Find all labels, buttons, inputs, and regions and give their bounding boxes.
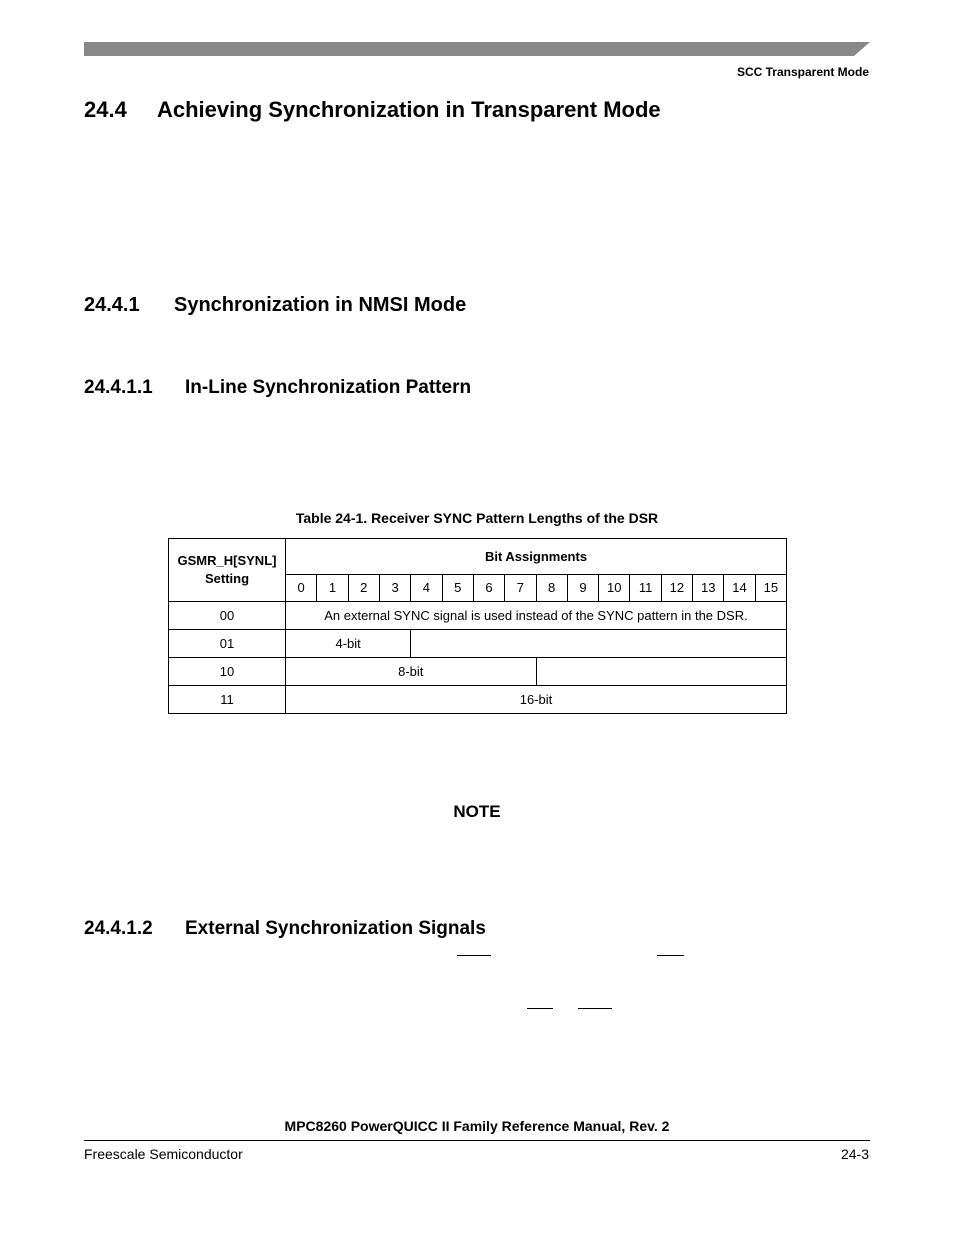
overline-mark: [527, 1008, 553, 1009]
setting-cell: 10: [169, 658, 286, 686]
section-number: 24.4.1.1: [84, 377, 153, 398]
footer-company: Freescale Semiconductor: [84, 1146, 243, 1162]
section-number: 24.4.1.2: [84, 918, 153, 939]
section-heading-24-4-1-1: [84, 377, 471, 399]
footer-manual-title: MPC8260 PowerQUICC II Family Reference Manual, Rev. 2: [284, 1118, 670, 1134]
assignment-cell: 4-bit: [286, 630, 411, 658]
header-setting-line2: Setting: [204, 571, 250, 586]
overline-mark: [457, 955, 491, 956]
section-heading-24-4: [84, 97, 661, 123]
bit-number: 14: [724, 574, 755, 601]
setting-cell: 01: [169, 630, 286, 658]
section-heading-24-4-1: [84, 294, 466, 317]
unused-cell: [536, 658, 787, 686]
section-title: External Synchronization Signals: [185, 918, 486, 939]
bit-number: 8: [536, 574, 567, 601]
bit-number: 5: [442, 574, 473, 601]
header-setting: [169, 539, 286, 602]
section-number: 24.4: [84, 97, 127, 122]
section-heading-24-4-1-2: [84, 918, 486, 940]
table-row: [169, 686, 787, 714]
header-bit-assignments: Bit Assignments: [286, 539, 787, 575]
section-title: Synchronization in NMSI Mode: [174, 294, 467, 316]
bit-number: 13: [693, 574, 724, 601]
unused-cell: [411, 630, 787, 658]
table-caption: Table 24-1. Receiver SYNC Pattern Lengths of the DSR: [295, 510, 659, 526]
header-bar: [84, 42, 870, 56]
section-title: In-Line Synchronization Pattern: [185, 377, 472, 398]
sync-pattern-table: [168, 538, 787, 714]
setting-cell: 00: [169, 602, 286, 630]
bit-number: 7: [505, 574, 536, 601]
overline-mark: [657, 955, 684, 956]
table-row: [169, 630, 787, 658]
bit-number: 6: [473, 574, 504, 601]
bit-number: 9: [567, 574, 598, 601]
note-label: NOTE: [453, 802, 501, 821]
table-row: [169, 602, 787, 630]
bit-number: 12: [661, 574, 692, 601]
overline-mark: [578, 1008, 612, 1009]
assignment-cell: An external SYNC signal is used instead of the SYNC pattern in the DSR.: [286, 602, 787, 630]
bit-number: 4: [411, 574, 442, 601]
footer-divider: [84, 1140, 870, 1141]
bit-number: 0: [286, 574, 317, 601]
section-title: Achieving Synchronization in Transparent Mode: [157, 97, 661, 122]
bit-number: 15: [755, 574, 786, 601]
bit-number: 10: [599, 574, 630, 601]
bit-number: 3: [379, 574, 410, 601]
setting-cell: 11: [169, 686, 286, 714]
bit-number: 1: [317, 574, 348, 601]
assignment-cell: 8-bit: [286, 658, 537, 686]
footer-page-number: 24-3: [840, 1146, 869, 1162]
bit-number: 2: [348, 574, 379, 601]
running-header: SCC Transparent Mode: [736, 65, 869, 79]
bit-number: 11: [630, 574, 661, 601]
header-setting-line1: GSMR_H[SYNL]: [177, 553, 277, 568]
section-number: 24.4.1: [84, 294, 140, 316]
table-row: [169, 658, 787, 686]
assignment-cell: 16-bit: [286, 686, 787, 714]
